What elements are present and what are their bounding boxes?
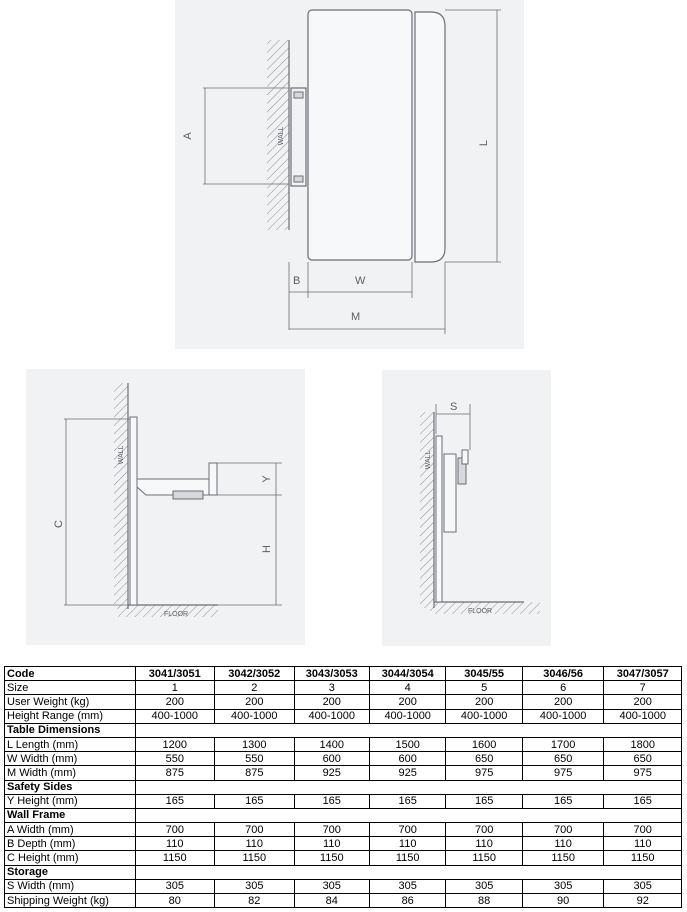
- dim-c-label: C: [53, 520, 65, 528]
- table-cell: 200: [446, 695, 522, 709]
- table-cell: 700: [294, 823, 369, 837]
- storage-view-diagram: [382, 370, 551, 646]
- table-cell: 165: [215, 794, 295, 808]
- table-cell: 165: [446, 794, 522, 808]
- section-row: [5, 780, 682, 794]
- table-cell: 165: [135, 794, 215, 808]
- table-cell: 1150: [522, 851, 604, 865]
- section-row: [5, 808, 682, 822]
- top-view-diagram: [175, 0, 524, 349]
- table-row: [5, 709, 682, 723]
- table-cell: 975: [446, 766, 522, 780]
- row-label: A Width (mm): [5, 823, 136, 837]
- header-code: Code: [5, 667, 136, 681]
- table-cell: 110: [369, 837, 445, 851]
- table-cell: 305: [522, 879, 604, 893]
- wall-label: WALL: [118, 445, 125, 465]
- safety-side: [209, 463, 217, 495]
- table-cell: 400-1000: [135, 709, 215, 723]
- table-cell: 165: [369, 794, 445, 808]
- table-cell: 700: [215, 823, 295, 837]
- wall-hatching: [420, 412, 434, 608]
- table-cell: 2: [215, 681, 295, 695]
- table-cell: 1150: [294, 851, 369, 865]
- dim-y-label: Y: [261, 475, 273, 483]
- table-cell: 400-1000: [369, 709, 445, 723]
- row-label: User Weight (kg): [5, 695, 136, 709]
- section-row: [5, 723, 682, 737]
- table-row: [5, 695, 682, 709]
- header-model: 3042/3052: [215, 667, 295, 681]
- table-cell: 305: [369, 879, 445, 893]
- table-cell: 875: [215, 766, 295, 780]
- table-cell: 5: [446, 681, 522, 695]
- table-cell: 92: [604, 894, 682, 908]
- row-label: S Width (mm): [5, 879, 136, 893]
- table-row: [5, 752, 682, 766]
- table-cell: 1150: [604, 851, 682, 865]
- table-cell: 165: [294, 794, 369, 808]
- table-row: [5, 737, 682, 751]
- row-label: M Width (mm): [5, 766, 136, 780]
- table-cell: 1500: [369, 737, 445, 751]
- table-cell: 200: [215, 695, 295, 709]
- table-cell: 110: [135, 837, 215, 851]
- table-cell: 165: [522, 794, 604, 808]
- dim-a-label: A: [182, 132, 194, 140]
- row-label: B Depth (mm): [5, 837, 136, 851]
- table-cell: 1800: [604, 737, 682, 751]
- floor-label: FLOOR: [164, 611, 189, 618]
- table-cell: 600: [369, 752, 445, 766]
- table-row: [5, 823, 682, 837]
- table-cell: 925: [369, 766, 445, 780]
- row-label: Size: [5, 681, 136, 695]
- table-cell: 110: [522, 837, 604, 851]
- table-row: [5, 794, 682, 808]
- section-label: Wall Frame: [5, 808, 136, 822]
- table-cell: 400-1000: [522, 709, 604, 723]
- dim-s-label: S: [450, 401, 458, 413]
- table-cell: 90: [522, 894, 604, 908]
- table-cell: 550: [215, 752, 295, 766]
- table-cell: 110: [294, 837, 369, 851]
- row-label: Shipping Weight (kg): [5, 894, 136, 908]
- folded-table: [444, 454, 456, 532]
- header-model: 3041/3051: [135, 667, 215, 681]
- table-cell: 110: [215, 837, 295, 851]
- wall-frame: [130, 417, 137, 605]
- header-model: 3047/3057: [604, 667, 682, 681]
- table-cell: 700: [135, 823, 215, 837]
- row-label: Height Range (mm): [5, 709, 136, 723]
- dim-l-label: L: [478, 139, 490, 147]
- table-cell: 700: [604, 823, 682, 837]
- row-label: C Height (mm): [5, 851, 136, 865]
- table-cell: 400-1000: [604, 709, 682, 723]
- table-cell: 1150: [135, 851, 215, 865]
- wall-frame: [291, 88, 306, 186]
- table-cell: 400-1000: [446, 709, 522, 723]
- table-cell: 550: [135, 752, 215, 766]
- section-spacer: [135, 808, 682, 822]
- header-model: 3044/3054: [369, 667, 445, 681]
- table-cell: 200: [135, 695, 215, 709]
- table-cell: 650: [522, 752, 604, 766]
- wall-label: WALL: [278, 126, 285, 146]
- wall-hatching: [114, 383, 128, 609]
- table-cell: 400-1000: [215, 709, 295, 723]
- table-header-row: [5, 667, 682, 681]
- table-cell: 600: [294, 752, 369, 766]
- table-cell: 925: [294, 766, 369, 780]
- section-label: Storage: [5, 865, 136, 879]
- table-cell: 200: [369, 695, 445, 709]
- table-cell: 305: [604, 879, 682, 893]
- row-label: Y Height (mm): [5, 794, 136, 808]
- header-model: 3043/3053: [294, 667, 369, 681]
- table-cell: 88: [446, 894, 522, 908]
- section-spacer: [135, 723, 682, 737]
- dim-b-label: B: [293, 275, 301, 287]
- side-view-diagram: [26, 369, 305, 645]
- table-cell: 305: [294, 879, 369, 893]
- table-cell: 1150: [369, 851, 445, 865]
- table-cell: 200: [294, 695, 369, 709]
- wall-frame: [436, 436, 442, 602]
- table-cell: 110: [604, 837, 682, 851]
- table-cell: 1200: [135, 737, 215, 751]
- section-spacer: [135, 780, 682, 794]
- table-cell: 7: [604, 681, 682, 695]
- table-cell: 700: [369, 823, 445, 837]
- row-label: L Length (mm): [5, 737, 136, 751]
- table-cell: 1150: [446, 851, 522, 865]
- table-cell: 1600: [446, 737, 522, 751]
- table-top: [308, 10, 412, 260]
- table-cell: 84: [294, 894, 369, 908]
- table-row: [5, 837, 682, 851]
- table-cell: 200: [604, 695, 682, 709]
- table-cell: 165: [604, 794, 682, 808]
- table-cell: 86: [369, 894, 445, 908]
- table-cell: 650: [446, 752, 522, 766]
- section-spacer: [135, 865, 682, 879]
- header-model: 3046/56: [522, 667, 604, 681]
- table-cell: 200: [522, 695, 604, 709]
- dim-m-label: M: [351, 311, 361, 323]
- table-cell: 80: [135, 894, 215, 908]
- header-model: 3045/55: [446, 667, 522, 681]
- table-cell: 1: [135, 681, 215, 695]
- section-row: [5, 865, 682, 879]
- table-cell: 305: [446, 879, 522, 893]
- table-cell: 82: [215, 894, 295, 908]
- table-cell: 700: [522, 823, 604, 837]
- table-row: [5, 681, 682, 695]
- table-row: [5, 879, 682, 893]
- floor-label: FLOOR: [468, 608, 493, 615]
- wall-label: WALL: [425, 450, 432, 470]
- table-row: [5, 894, 682, 908]
- table-cell: 305: [135, 879, 215, 893]
- table-cell: 700: [446, 823, 522, 837]
- section-label: Table Dimensions: [5, 723, 136, 737]
- table-cell: 305: [215, 879, 295, 893]
- table-cell: 650: [604, 752, 682, 766]
- safety-side: [415, 12, 445, 262]
- dim-h-label: H: [261, 545, 273, 553]
- table-cell: 1400: [294, 737, 369, 751]
- table-cell: 3: [294, 681, 369, 695]
- table-cell: 975: [604, 766, 682, 780]
- section-label: Safety Sides: [5, 780, 136, 794]
- table-cell: 875: [135, 766, 215, 780]
- row-label: W Width (mm): [5, 752, 136, 766]
- table-cell: 975: [522, 766, 604, 780]
- table-cell: 110: [446, 837, 522, 851]
- table-cell: 1150: [215, 851, 295, 865]
- table-row: [5, 766, 682, 780]
- table-cell: 4: [369, 681, 445, 695]
- table-cell: 1700: [522, 737, 604, 751]
- specification-table: [4, 666, 682, 908]
- table-cell: 400-1000: [294, 709, 369, 723]
- table-cell: 6: [522, 681, 604, 695]
- table-cell: 1300: [215, 737, 295, 751]
- table-row: [5, 851, 682, 865]
- dim-w-label: W: [355, 275, 366, 287]
